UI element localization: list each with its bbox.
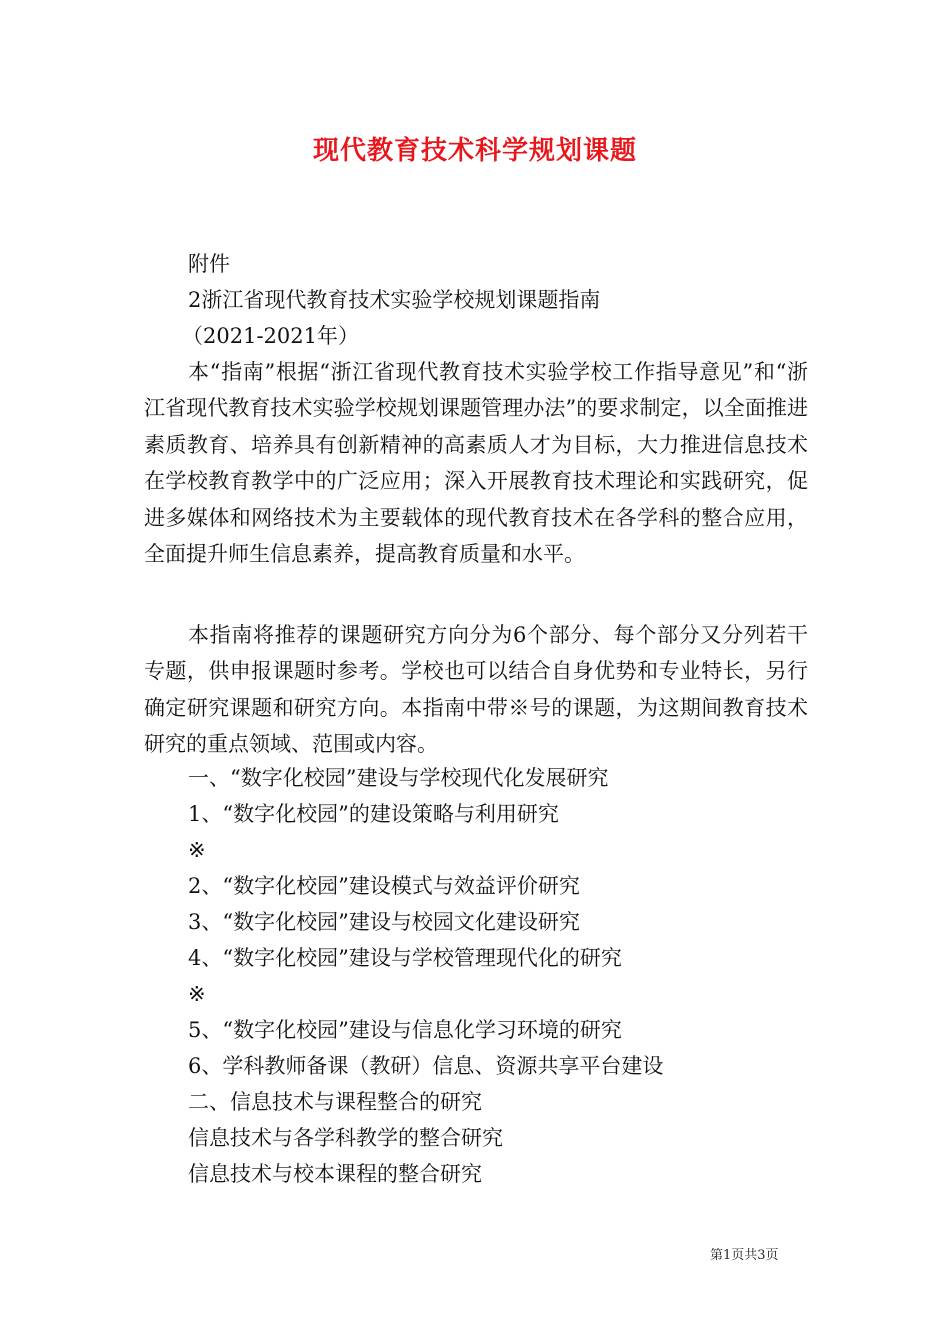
section-1-item: 6、学科教师备课（教研）信息、资源共享平台建设: [188, 1054, 664, 1078]
intro-paragraph: 本“指南”根据“浙江省现代教育技术实验学校工作指导意见”和“浙江省现代教育技术实验学校规划课题管理办法”的要求制定，以全面推进素质教育、培养具有创新精神的高素质人才为目标，大力推进信息技术在学校教育教学中的广泛应用；深入开展教育技术理论和实践研究，促进多媒体和网络技术为主要载体的现代教育技术在各学科的整合应用，全面提升师生信息素养，提高教育质量和水平。: [144, 360, 808, 567]
section-1-item: 2、“数字化校园”建设模式与效益评价研究: [188, 874, 580, 898]
attachment-label: 附件: [188, 252, 230, 276]
section-1-item: 4、“数字化校园”建设与学校管理现代化的研究: [188, 946, 622, 970]
scope-paragraph: 本指南将推荐的课题研究方向分为6个部分、每个部分又分列若干专题，供申报课题时参考。学校也可以结合自身优势和专业特长，另行确定研究课题和研究方向。本指南中带※号的课题，为这期间教育技术研究的重点领域、范围或内容。: [144, 623, 808, 757]
section-2-heading: 二、信息技术与课程整合的研究: [188, 1090, 482, 1114]
document-title: 现代教育技术科学规划课题: [312, 136, 637, 166]
guide-period: （2021-2021年）: [182, 324, 359, 348]
section-1-item: 3、“数字化校园”建设与校园文化建设研究: [188, 910, 580, 934]
section-1-item: 1、“数字化校园”的建设策略与利用研究: [188, 802, 559, 826]
section-1-item: 5、“数字化校园”建设与信息化学习环境的研究: [188, 1018, 622, 1042]
key-topic-mark: ※: [188, 982, 206, 1006]
guide-title: 2浙江省现代教育技术实验学校规划课题指南: [188, 288, 601, 312]
section-2-item: 信息技术与各学科教学的整合研究: [188, 1126, 503, 1150]
key-topic-mark: ※: [188, 838, 206, 862]
section-1-heading: 一、“数字化校园”建设与学校现代化发展研究: [188, 766, 609, 790]
section-2-item: 信息技术与校本课程的整合研究: [188, 1162, 482, 1186]
page-number-footer: 第1页共3页: [710, 1248, 779, 1263]
